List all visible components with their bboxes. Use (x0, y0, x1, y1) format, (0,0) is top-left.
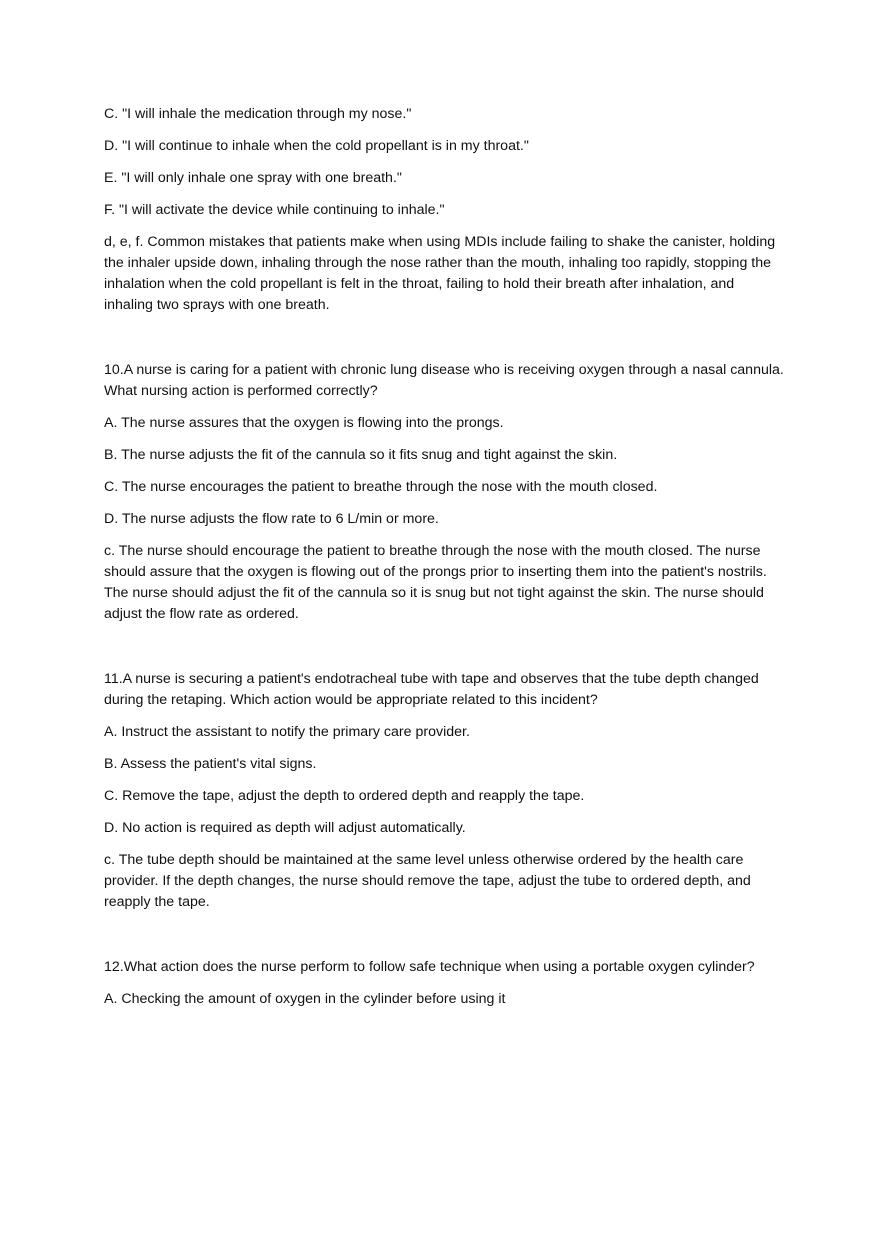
question-text: 11.A nurse is securing a patient's endotracheal tube with tape and observes that the tube depth changed during the retaping. Which action would be appropriate related to this incident? (104, 671, 759, 708)
option-a: A. The nurse assures that the oxygen is flowing into the prongs. (104, 415, 504, 431)
question-block-10 (104, 360, 784, 625)
option-c: C. "I will inhale the medication through my nose." (104, 106, 412, 122)
option-d: D. The nurse adjusts the flow rate to 6 L/min or more. (104, 511, 439, 527)
option-d: D. "I will continue to inhale when the cold propellant is in my throat." (104, 138, 529, 154)
answer-rationale: c. The nurse should encourage the patient to breathe through the nose with the mouth closed. The nurse should assure that the oxygen is flowing out of the prongs prior to inserting them into the patient's nostrils. The nurse should adjust the fit of the cannula so it is snug but not tight against the skin. The nurse should adjust the flow rate as ordered. (104, 543, 767, 622)
section-gap (104, 636, 784, 669)
page-content (104, 104, 784, 1021)
question-block-9-continued (104, 104, 784, 316)
option-c: C. The nurse encourages the patient to breathe through the nose with the mouth closed. (104, 479, 658, 495)
section-gap (104, 327, 784, 360)
option-d: D. No action is required as depth will adjust automatically. (104, 820, 466, 836)
question-block-11 (104, 669, 784, 913)
answer-rationale: c. The tube depth should be maintained at the same level unless otherwise ordered by the health care provider. If the depth changes, the nurse should remove the tape, adjust the tube to ordered depth, and reapply the tape. (104, 852, 751, 910)
option-a: A. Checking the amount of oxygen in the cylinder before using it (104, 991, 506, 1007)
option-c: C. Remove the tape, adjust the depth to ordered depth and reapply the tape. (104, 788, 585, 804)
section-gap (104, 924, 784, 957)
option-f: F. "I will activate the device while continuing to inhale." (104, 202, 445, 218)
option-e: E. "I will only inhale one spray with one breath." (104, 170, 402, 186)
option-b: B. Assess the patient's vital signs. (104, 756, 317, 772)
option-b: B. The nurse adjusts the fit of the cannula so it fits snug and tight against the skin. (104, 447, 618, 463)
question-text: 12.What action does the nurse perform to follow safe technique when using a portable oxygen cylinder? (104, 959, 755, 975)
answer-rationale: d, e, f. Common mistakes that patients make when using MDIs include failing to shake the canister, holding the inhaler upside down, inhaling through the nose rather than the mouth, inhaling too rapidly, stopping the inhalation when the cold propellant is felt in the throat, failing to hold their breath after inhalation, and inhaling two sprays with one breath. (104, 234, 776, 313)
option-a: A. Instruct the assistant to notify the primary care provider. (104, 724, 470, 740)
question-block-12 (104, 957, 784, 1010)
question-text: 10.A nurse is caring for a patient with chronic lung disease who is receiving oxygen through a nasal cannula. What nursing action is performed correctly? (104, 362, 784, 399)
